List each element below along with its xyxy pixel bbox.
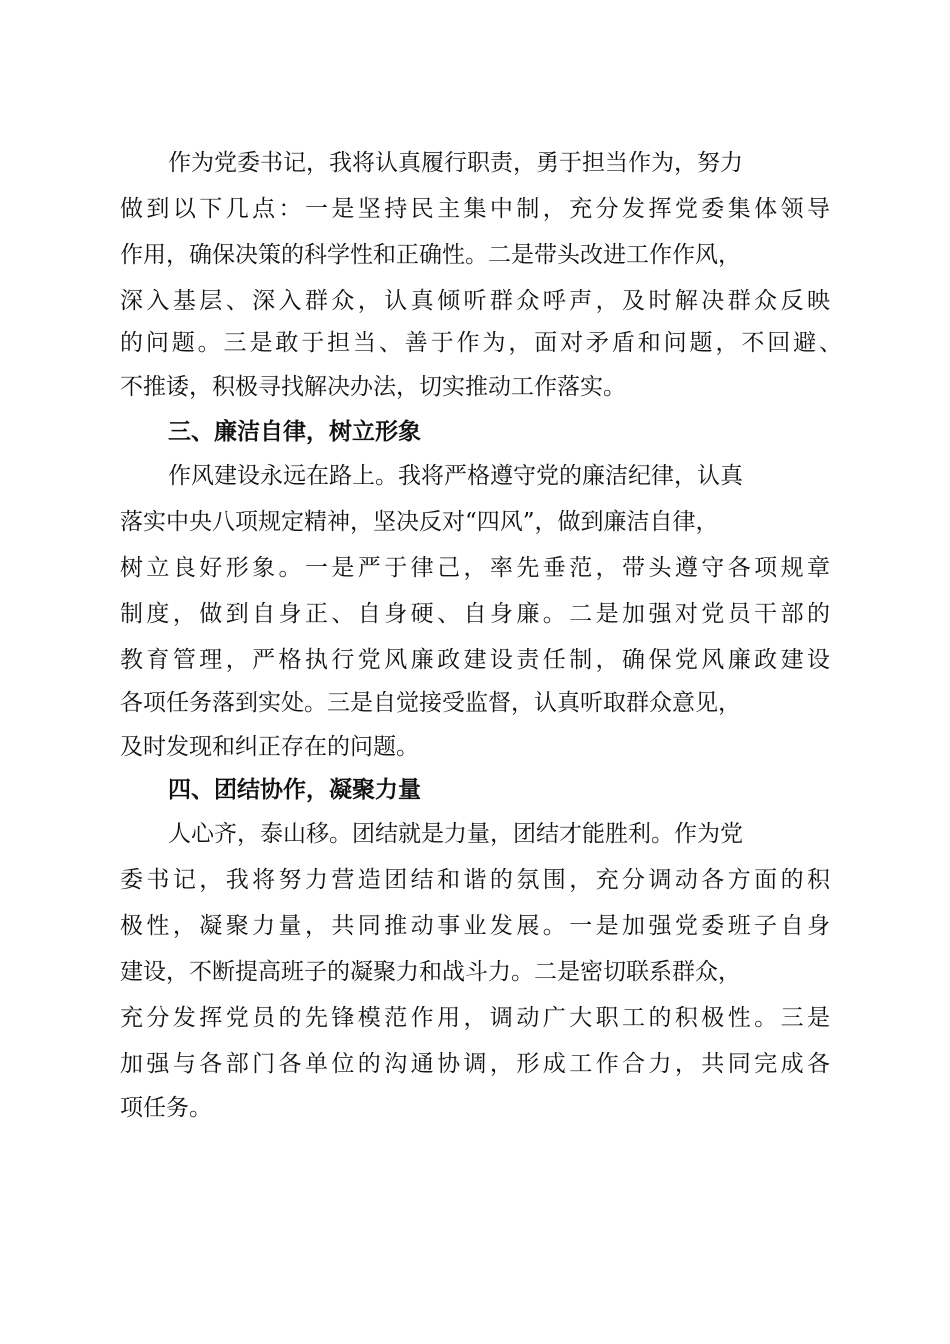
section-heading: 三、廉洁自律，树立形象 [168, 419, 421, 445]
paragraph-line: 加强与各部门各单位的沟通协调，形成工作合力，共同完成各 [120, 1051, 830, 1077]
paragraph-line: 作为党委书记，我将认真履行职责，勇于担当作为，努力 [168, 150, 743, 176]
paragraph-line: 极性，凝聚力量，共同推动事业发展。一是加强党委班子自身 [120, 913, 830, 939]
paragraph-line: 的问题。三是敢于担当、善于作为，面对矛盾和问题，不回避、 [120, 330, 842, 356]
paragraph-line: 项任务。 [120, 1095, 212, 1121]
section-heading: 四、团结协作，凝聚力量 [168, 777, 421, 803]
paragraph-line: 不推诿，积极寻找解决办法，切实推动工作落实。 [120, 374, 626, 400]
paragraph-line: 人心齐，泰山移。团结就是力量，团结才能胜利。作为党 [168, 821, 743, 847]
paragraph-line: 落实中央八项规定精神，坚决反对“四风”，做到廉洁自律， [120, 509, 719, 535]
paragraph-line: 及时发现和纠正存在的问题。 [120, 734, 419, 760]
paragraph-line: 做到以下几点：一是坚持民主集中制，充分发挥党委集体领导 [120, 196, 830, 222]
paragraph-line: 制度，做到自身正、自身硬、自身廉。二是加强对党员干部的 [120, 601, 830, 627]
paragraph-line: 作用，确保决策的科学性和正确性。二是带头改进工作作风， [120, 242, 741, 268]
paragraph-line: 教育管理，严格执行党风廉政建设责任制，确保党风廉政建设 [120, 647, 830, 673]
paragraph-line: 建设，不断提高班子的凝聚力和战斗力。二是密切联系群众， [120, 959, 741, 985]
paragraph-line: 树立良好形象。一是严于律己，率先垂范，带头遵守各项规章 [120, 555, 830, 581]
paragraph-line: 各项任务落到实处。三是自觉接受监督，认真听取群众意见， [120, 690, 741, 716]
paragraph-line: 深入基层、深入群众，认真倾听群众呼声，及时解决群众反映 [120, 288, 830, 314]
paragraph-line: 充分发挥党员的先锋模范作用，调动广大职工的积极性。三是 [120, 1005, 830, 1031]
paragraph-line: 委书记，我将努力营造团结和谐的氛围，充分调动各方面的积 [120, 867, 830, 893]
paragraph-line: 作风建设永远在路上。我将严格遵守党的廉洁纪律，认真 [168, 463, 743, 489]
